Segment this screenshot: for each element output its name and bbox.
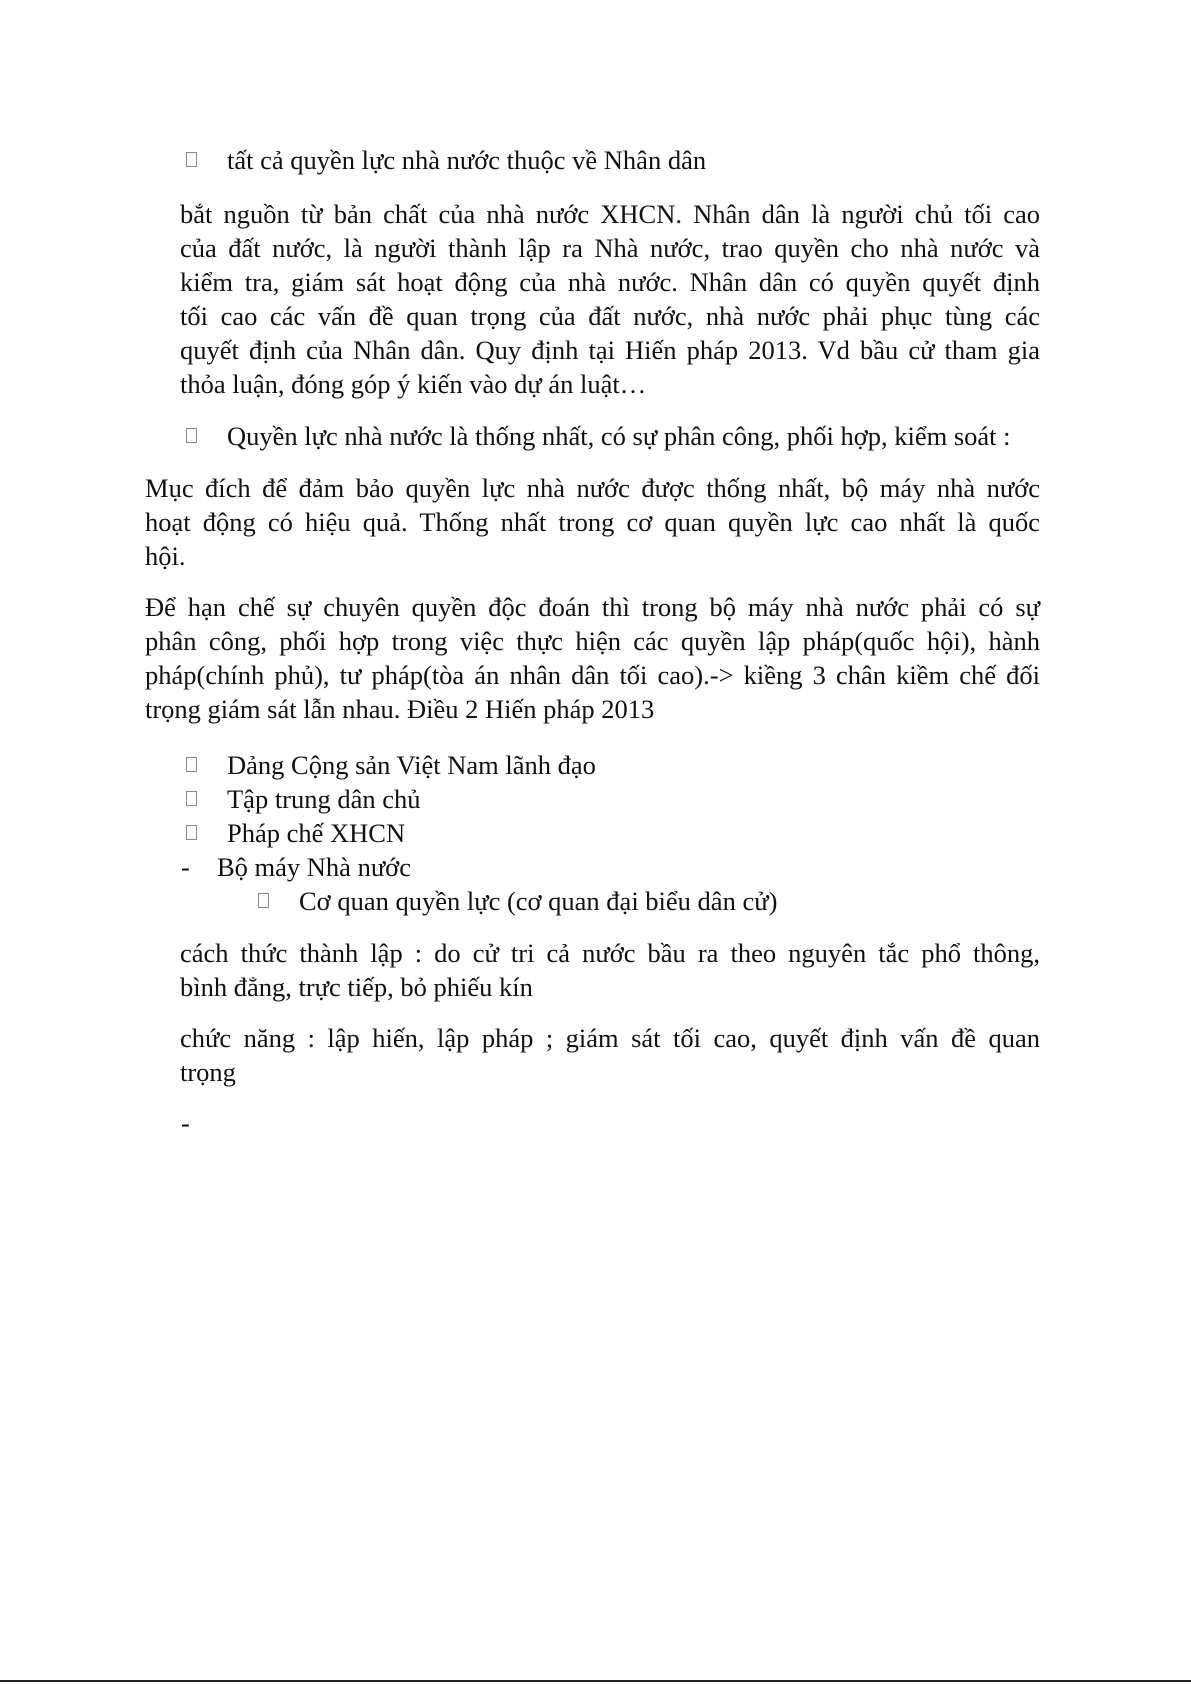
- square-bullet-icon: [186, 757, 197, 772]
- bullet-item: Pháp chế XHCN: [227, 818, 406, 848]
- paragraph-line: Để hạn chế sự chuyên quyền độc đoán thì trong bộ máy nhà nước phải có sự: [145, 592, 1040, 622]
- paragraph-line: tối cao các vấn đề quan trọng của đất nước, nhà nước phải phục tùng các: [180, 301, 1040, 331]
- paragraph-line: chức năng : lập hiến, lập pháp ; giám sát tối cao, quyết định vấn đề quan: [180, 1023, 1040, 1053]
- bullet-item: Quyền lực nhà nước là thống nhất, có sự phân công, phối hợp, kiểm soát :: [227, 421, 1011, 451]
- paragraph-line: pháp(chính phủ), tư pháp(tòa án nhân dân tối cao).-> kiềng 3 chân kiềm chế đối: [145, 660, 1040, 690]
- square-bullet-icon: [186, 825, 197, 840]
- paragraph-line: phân công, phối hợp trong việc thực hiện các quyền lập pháp(quốc hội), hành: [145, 626, 1040, 656]
- sub-bullet-item: Cơ quan quyền lực (cơ quan đại biểu dân cử): [299, 886, 778, 916]
- bullet-item: Dảng Cộng sản Việt Nam lãnh đạo: [227, 750, 596, 780]
- paragraph-line: trọng giám sát lẫn nhau. Điều 2 Hiến pháp 2013: [145, 694, 655, 724]
- paragraph-line: của đất nước, là người thành lập ra Nhà nước, trao quyền cho nhà nước và: [180, 233, 1040, 263]
- paragraph-line: kiểm tra, giám sát hoạt động của nhà nước. Nhân dân có quyền quyết định: [180, 267, 1040, 297]
- paragraph-line: cách thức thành lập : do cử tri cả nước bầu ra theo nguyên tắc phổ thông,: [180, 938, 1040, 968]
- square-bullet-icon: [186, 428, 197, 443]
- square-bullet-icon: [186, 152, 197, 167]
- square-bullet-icon: [186, 791, 197, 806]
- paragraph-line: thỏa luận, đóng góp ý kiến vào dự án luật…: [180, 369, 647, 399]
- bullet-item: Tập trung dân chủ: [227, 784, 421, 814]
- dash-bullet: -: [181, 852, 190, 882]
- paragraph-line: bình đẳng, trực tiếp, bỏ phiếu kín: [180, 972, 533, 1002]
- trailing-dash: -: [181, 1108, 190, 1138]
- paragraph-line: quyết định của Nhân dân. Quy định tại Hiến pháp 2013. Vd bầu cử tham gia: [180, 335, 1040, 365]
- paragraph-line: Mục đích để đảm bảo quyền lực nhà nước được thống nhất, bộ máy nhà nước: [145, 473, 1040, 503]
- paragraph-line: trọng: [180, 1057, 236, 1087]
- paragraph-line: bắt nguồn từ bản chất của nhà nước XHCN. Nhân dân là người chủ tối cao: [180, 199, 1040, 229]
- footer-rule: [0, 1680, 1191, 1682]
- dash-item: Bộ máy Nhà nước: [217, 852, 411, 882]
- bullet-item: tất cả quyền lực nhà nước thuộc về Nhân dân: [227, 145, 707, 175]
- paragraph-line: hoạt động có hiệu quả. Thống nhất trong cơ quan quyền lực cao nhất là quốc: [145, 507, 1040, 537]
- paragraph-line: hội.: [145, 541, 186, 571]
- square-bullet-icon: [258, 893, 269, 908]
